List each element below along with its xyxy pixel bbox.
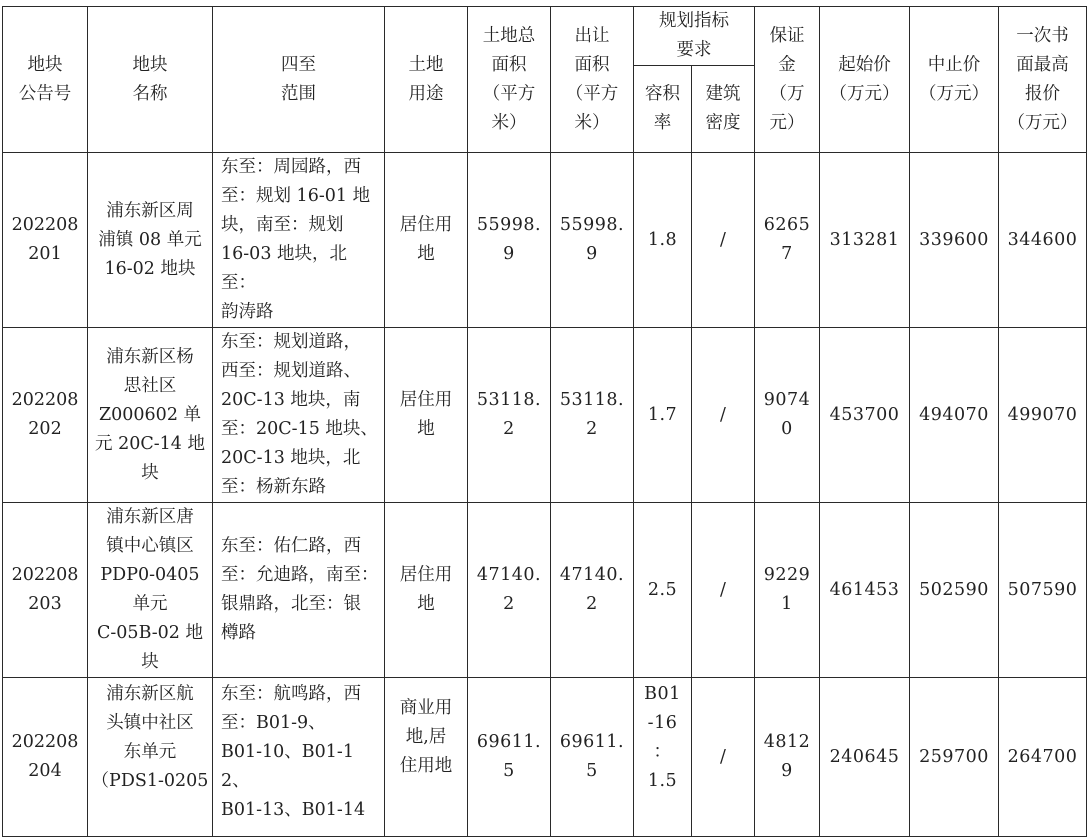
cell-start-price: 313281 — [820, 153, 910, 328]
table-row — [3, 153, 1087, 328]
cell-transfer-area: 53118. 2 — [551, 328, 634, 503]
cell-start-price: 461453 — [820, 503, 910, 678]
cell-far: 1.8 — [634, 153, 692, 328]
cell-deposit: 4812 9 — [755, 678, 820, 837]
cell-max-bid: 507590 — [999, 503, 1087, 678]
cell-deposit: 9229 1 — [755, 503, 820, 678]
land-auction-table — [2, 6, 1087, 837]
cell-transfer-area: 47140. 2 — [551, 503, 634, 678]
col-header-parcel-no: 地块 公告号 — [3, 7, 88, 153]
cell-land-use: 居住用 地 — [385, 328, 468, 503]
table-row — [3, 503, 1087, 678]
cell-parcel-name: 浦东新区航 头镇中社区 东单元 （PDS1-0205 — [88, 678, 213, 837]
cell-boundaries: 东至：佑仁路，西 至：允迪路，南至： 银鼎路，北至：银 樽路 — [213, 503, 385, 678]
cell-total-area: 53118. 2 — [468, 328, 551, 503]
col-header-max-bid: 一次书 面最高 报价 （万元） — [999, 7, 1087, 153]
cell-parcel-no: 202208 204 — [3, 678, 88, 837]
cell-deposit: 9074 0 — [755, 328, 820, 503]
cell-boundaries: 东至：航鸣路，西 至：B01-9、 B01-10、B01-12、 B01-13、B01-14 — [213, 678, 385, 837]
cell-max-bid: 344600 — [999, 153, 1087, 328]
col-header-far: 容积 率 — [634, 66, 692, 153]
cell-boundaries: 东至：周园路，西 至：规划 16-01 地 块，南至：规划 16-03 地块，北至： 韵涛路 — [213, 153, 385, 328]
cell-total-area: 55998. 9 — [468, 153, 551, 328]
cell-parcel-name: 浦东新区杨 思社区 Z000602 单 元 20C-14 地 块 — [88, 328, 213, 503]
col-header-total-area: 土地总 面积 （平方 米） — [468, 7, 551, 153]
col-header-deposit: 保证 金 （万 元） — [755, 7, 820, 153]
cell-transfer-area: 69611. 5 — [551, 678, 634, 837]
cell-boundaries: 东至：规划道路， 西至：规划道路、 20C-13 地块，南 至：20C-15 地块、 20C-13 地块，北 至：杨新东路 — [213, 328, 385, 503]
cell-stop-price: 502590 — [910, 503, 999, 678]
cell-max-bid: 264700 — [999, 678, 1087, 837]
col-header-planning-group: 规划指标 要求 — [634, 7, 755, 66]
cell-far: 2.5 — [634, 503, 692, 678]
cell-far: 1.7 — [634, 328, 692, 503]
col-header-land-use: 土地 用途 — [385, 7, 468, 153]
cell-start-price: 240645 — [820, 678, 910, 837]
cell-density: / — [692, 153, 755, 328]
col-header-density: 建筑 密度 — [692, 66, 755, 153]
cell-far: B01 -16 ： 1.5 — [634, 678, 692, 837]
cell-stop-price: 259700 — [910, 678, 999, 837]
cell-start-price: 453700 — [820, 328, 910, 503]
cell-parcel-name: 浦东新区周 浦镇 08 单元 16-02 地块 — [88, 153, 213, 328]
cell-transfer-area: 55998. 9 — [551, 153, 634, 328]
col-header-transfer-area: 出让 面积 （平方 米） — [551, 7, 634, 153]
cell-parcel-no: 202208 203 — [3, 503, 88, 678]
cell-total-area: 47140. 2 — [468, 503, 551, 678]
cell-land-use: 居住用 地 — [385, 153, 468, 328]
cell-max-bid: 499070 — [999, 328, 1087, 503]
cell-density: / — [692, 503, 755, 678]
cell-stop-price: 494070 — [910, 328, 999, 503]
cell-density: / — [692, 678, 755, 837]
col-header-stop-price: 中止价 （万元） — [910, 7, 999, 153]
col-header-boundaries: 四至 范围 — [213, 7, 385, 153]
cell-density: / — [692, 328, 755, 503]
col-header-parcel-name: 地块 名称 — [88, 7, 213, 153]
table-row — [3, 678, 1087, 837]
cell-parcel-name: 浦东新区唐 镇中心镇区 PDP0-0405 单元 C-05B-02 地 块 — [88, 503, 213, 678]
cell-deposit: 6265 7 — [755, 153, 820, 328]
header-row-top — [3, 7, 1087, 66]
cell-parcel-no: 202208 202 — [3, 328, 88, 503]
table-row — [3, 328, 1087, 503]
cell-land-use: 居住用 地 — [385, 503, 468, 678]
cell-stop-price: 339600 — [910, 153, 999, 328]
cell-land-use: 商业用 地,居 住用地 — [385, 678, 468, 837]
col-header-start-price: 起始价 （万元） — [820, 7, 910, 153]
land-auction-table-container — [2, 6, 1078, 820]
cell-parcel-no: 202208 201 — [3, 153, 88, 328]
cell-total-area: 69611. 5 — [468, 678, 551, 837]
